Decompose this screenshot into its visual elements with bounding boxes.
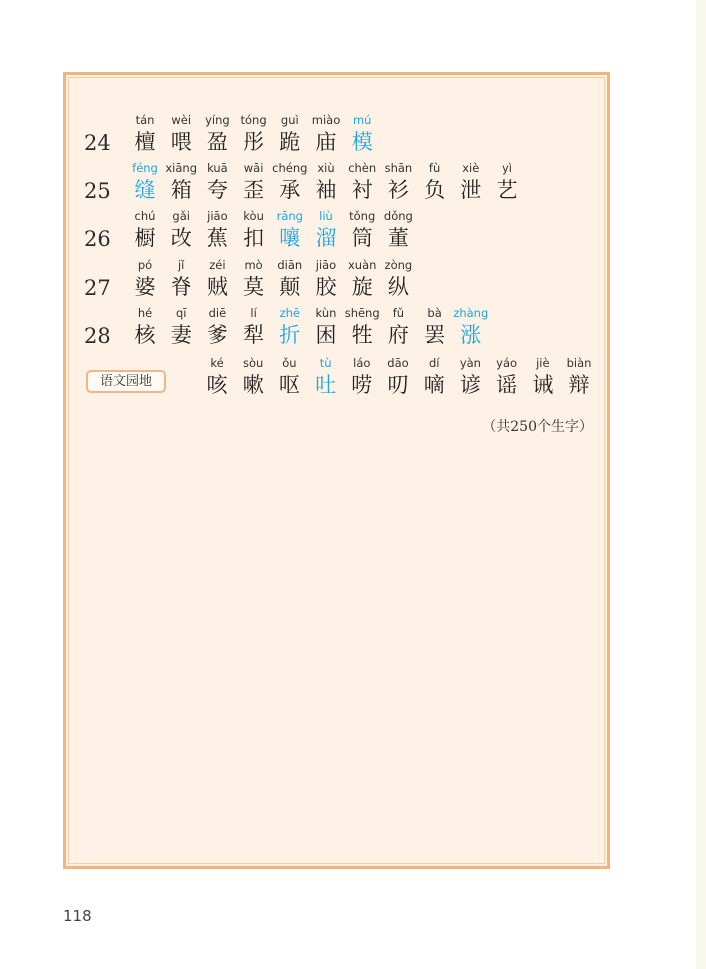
- pinyin: guì: [280, 113, 299, 127]
- pinyin: zéi: [209, 258, 226, 272]
- hanzi: 模: [351, 130, 373, 154]
- pinyin: diān: [277, 258, 303, 272]
- lesson-row: [66, 161, 613, 207]
- pinyin: yàn: [459, 356, 481, 370]
- lesson-number: 28: [84, 324, 111, 348]
- pinyin: kuā: [207, 161, 228, 175]
- hanzi: 吐: [315, 373, 337, 397]
- hanzi: 诫: [532, 373, 554, 397]
- hanzi: 牲: [351, 323, 373, 347]
- character-cell: [557, 356, 601, 399]
- hanzi: 袖: [315, 178, 337, 202]
- hanzi: 叨: [387, 373, 409, 397]
- pinyin: xiù: [317, 161, 335, 175]
- pinyin: tán: [135, 113, 155, 127]
- character-cell: [376, 209, 420, 252]
- hanzi: 爹: [206, 323, 228, 347]
- pinyin: ké: [210, 356, 224, 370]
- hanzi: 箱: [170, 178, 192, 202]
- pinyin: yíng: [205, 113, 230, 127]
- character-cell: [340, 113, 384, 156]
- hanzi: 贼: [206, 275, 228, 299]
- hanzi: 辩: [568, 373, 590, 397]
- hanzi: 负: [424, 178, 446, 202]
- pinyin: wèi: [171, 113, 192, 127]
- pinyin: fǔ: [392, 306, 405, 320]
- lesson-number: 25: [84, 179, 111, 203]
- hanzi: 衬: [351, 178, 373, 202]
- page-number: 118: [63, 907, 92, 925]
- hanzi: 筒: [351, 226, 373, 250]
- pinyin: qī: [175, 306, 187, 320]
- lesson-row: [66, 113, 613, 159]
- pinyin: xiāng: [165, 161, 197, 175]
- hanzi: 莫: [243, 275, 265, 299]
- pinyin: gǎi: [172, 209, 190, 223]
- hanzi: 彤: [243, 130, 265, 154]
- character-cell: [449, 306, 493, 349]
- character-cell: [376, 258, 420, 301]
- garden-badge: 语文园地: [86, 370, 166, 393]
- character-cell: [485, 161, 529, 204]
- hanzi: 脊: [170, 275, 192, 299]
- pinyin: féng: [132, 161, 158, 175]
- hanzi: 胶: [315, 275, 337, 299]
- hanzi: 跪: [279, 130, 301, 154]
- pinyin: wāi: [243, 161, 264, 175]
- hanzi: 庙: [315, 130, 337, 154]
- hanzi: 橱: [134, 226, 156, 250]
- pinyin: jǐ: [177, 258, 185, 272]
- pinyin: sòu: [243, 356, 264, 370]
- hanzi: 颠: [279, 275, 301, 299]
- hanzi: 谣: [496, 373, 518, 397]
- hanzi: 纵: [387, 275, 409, 299]
- hanzi: 歪: [243, 178, 265, 202]
- hanzi: 溜: [315, 226, 337, 250]
- lesson-number: 24: [84, 131, 111, 155]
- lesson-row: [66, 258, 613, 304]
- pinyin: yì: [501, 161, 512, 175]
- hanzi: 嗽: [242, 373, 264, 397]
- pinyin: bà: [427, 306, 442, 320]
- pinyin: tǒng: [349, 209, 376, 223]
- hanzi: 犁: [243, 323, 265, 347]
- pinyin: dí: [428, 356, 440, 370]
- pinyin: lí: [250, 306, 257, 320]
- hanzi: 嚷: [279, 226, 301, 250]
- pinyin: shān: [384, 161, 413, 175]
- hanzi: 困: [315, 323, 337, 347]
- pinyin: biàn: [566, 356, 592, 370]
- hanzi: 承: [279, 178, 301, 202]
- hanzi: 旋: [351, 275, 373, 299]
- hanzi: 折: [279, 323, 301, 347]
- pinyin: dāo: [387, 356, 409, 370]
- pinyin: kòu: [243, 209, 264, 223]
- pinyin: pó: [137, 258, 153, 272]
- pinyin: rāng: [276, 209, 303, 223]
- hanzi: 泄: [460, 178, 482, 202]
- lesson-number: 27: [84, 276, 111, 300]
- pinyin: láo: [353, 356, 371, 370]
- pinyin: xiè: [462, 161, 480, 175]
- pinyin: tù: [319, 356, 332, 370]
- hanzi: 董: [387, 226, 409, 250]
- pinyin: zòng: [384, 258, 413, 272]
- hanzi: 檀: [134, 130, 156, 154]
- pinyin: liù: [319, 209, 333, 223]
- pinyin: jiāo: [315, 258, 337, 272]
- pinyin: mò: [244, 258, 263, 272]
- pinyin: kùn: [315, 306, 337, 320]
- character-table-panel: [63, 72, 610, 869]
- pinyin: miào: [311, 113, 341, 127]
- hanzi: 咳: [206, 373, 228, 397]
- pinyin: chéng: [272, 161, 308, 175]
- hanzi: 婆: [134, 275, 156, 299]
- pinyin: mú: [352, 113, 372, 127]
- pinyin: chú: [134, 209, 156, 223]
- pinyin: xuàn: [347, 258, 377, 272]
- hanzi: 唠: [351, 373, 373, 397]
- hanzi: 改: [170, 226, 192, 250]
- pinyin: hé: [137, 306, 153, 320]
- hanzi: 谚: [459, 373, 481, 397]
- hanzi: 妻: [170, 323, 192, 347]
- pinyin: fù: [428, 161, 441, 175]
- hanzi: 呕: [278, 373, 300, 397]
- hanzi: 盈: [206, 130, 228, 154]
- hanzi: 嘀: [423, 373, 445, 397]
- hanzi: 府: [387, 323, 409, 347]
- pinyin: diē: [208, 306, 227, 320]
- hanzi: 核: [134, 323, 156, 347]
- lesson-row: [66, 209, 613, 255]
- hanzi: 喂: [170, 130, 192, 154]
- pinyin: jiāo: [207, 209, 228, 223]
- pinyin: yáo: [496, 356, 518, 370]
- hanzi: 蕉: [206, 226, 228, 250]
- pinyin: chèn: [348, 161, 377, 175]
- hanzi: 衫: [387, 178, 409, 202]
- total-character-count: （共250个生字）: [482, 419, 593, 435]
- pinyin: zhē: [279, 306, 300, 320]
- hanzi: 艺: [496, 178, 518, 202]
- hanzi: 涨: [460, 323, 482, 347]
- page-edge-strip: [696, 0, 706, 969]
- pinyin: ǒu: [282, 356, 297, 370]
- hanzi: 夸: [206, 178, 228, 202]
- pinyin: dǒng: [383, 209, 413, 223]
- pinyin: jiè: [536, 356, 550, 370]
- lesson-row: [66, 306, 613, 352]
- lesson-number: 26: [84, 227, 111, 251]
- hanzi: 扣: [243, 226, 265, 250]
- hanzi: 缝: [134, 178, 156, 202]
- pinyin: shēng: [344, 306, 380, 320]
- pinyin: zhàng: [453, 306, 489, 320]
- hanzi: 罢: [424, 323, 446, 347]
- pinyin: tóng: [240, 113, 267, 127]
